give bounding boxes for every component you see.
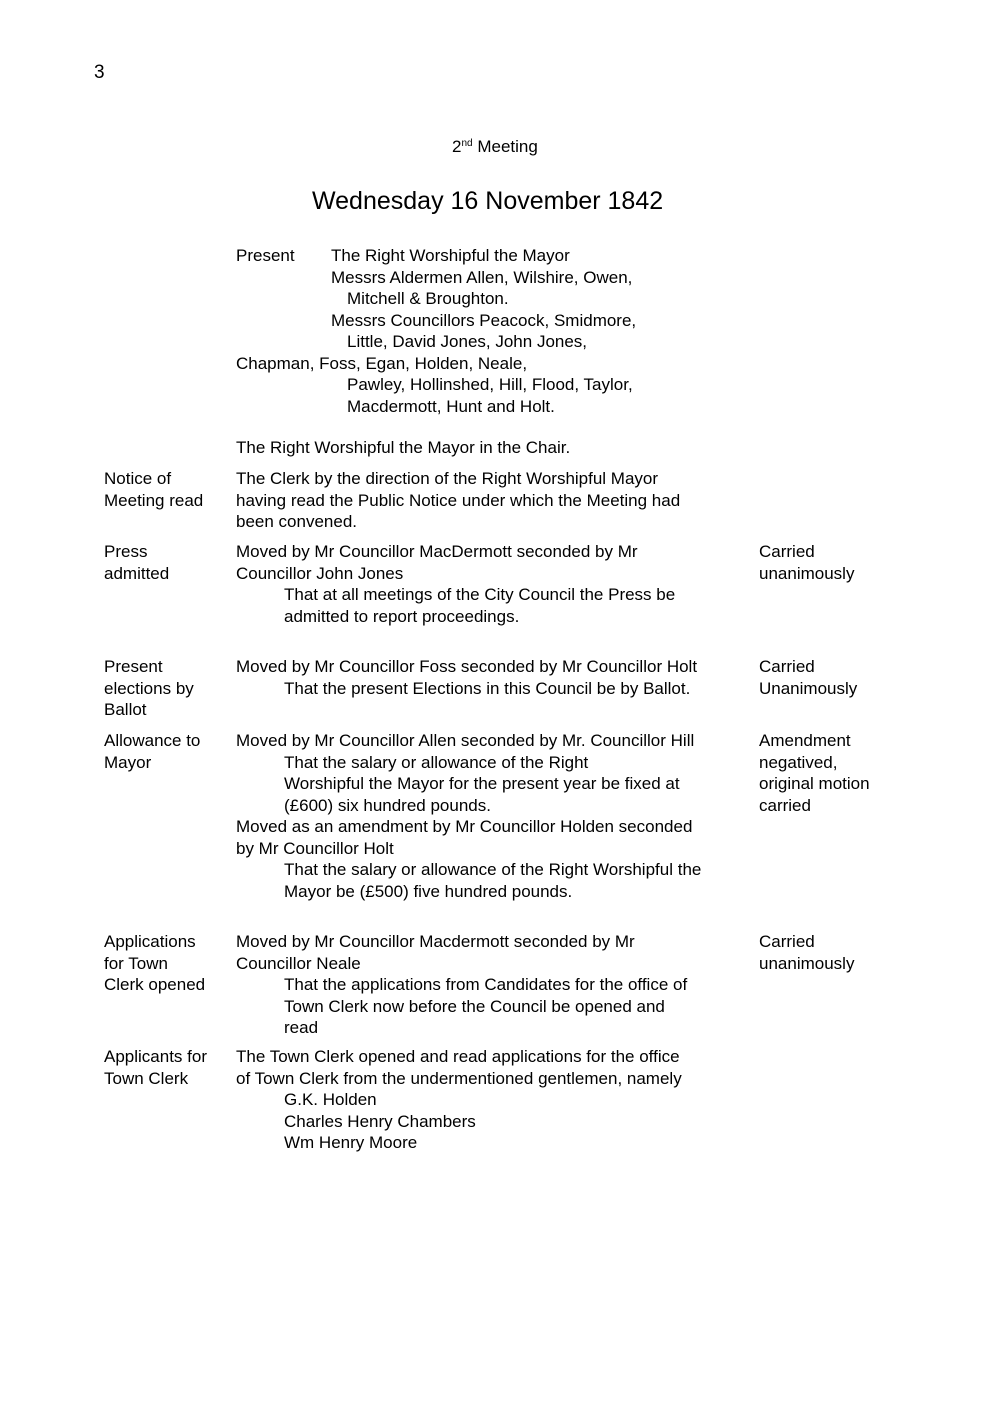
meeting-label: Meeting	[477, 137, 538, 156]
outcome-note: Carried Unanimously	[759, 657, 858, 698]
margin-note: Applicants for Town Clerk	[104, 1047, 207, 1088]
meeting-ordinal: 2	[452, 137, 462, 156]
outcome-note: Amendment negatived, original motion carried	[759, 731, 870, 815]
present-line: Messrs Aldermen Allen, Wilshire, Owen,	[331, 267, 633, 287]
meeting-date: Wednesday 16 November 1842	[312, 187, 664, 215]
page-number: 3	[94, 62, 105, 83]
present-line: Macdermott, Hunt and Holt.	[347, 396, 555, 416]
chair-statement: The Right Worshipful the Mayor in the Chair.	[236, 438, 571, 457]
present-line: Mitchell & Broughton.	[347, 289, 509, 308]
minute-text: Moved by Mr Councillor Macdermott seconded by Mr Councillor Neale That the applications from Candidates for the office of Town Clerk now before the Council be opened and read	[236, 932, 688, 1037]
margin-note: Press admitted	[104, 542, 170, 583]
meeting-heading	[452, 137, 538, 157]
margin-note: Allowance to Mayor	[104, 731, 201, 772]
minute-text: Moved by Mr Councillor Allen seconded by Mr. Councillor Hill That the salary or allowance of the Right Worshipful the Mayor for the present year be fixed at (£600) six hundred pounds. Moved as an amendment by Mr Councillor Holden seconded by Mr Councillor Holt That the salary or allowance of the Right Worshipful the Mayor be (£500) five hundred pounds.	[236, 731, 702, 901]
minute-text: The Town Clerk opened and read applications for the office of Town Clerk from the undermentioned gentlemen, namely G.K. Holden Charles Henry Chambers Wm Henry Moore	[236, 1047, 682, 1152]
outcome-note: Carried unanimously	[759, 932, 855, 973]
applicant-name: Wm Henry Moore	[284, 1133, 418, 1152]
present-line: Chapman, Foss, Egan, Holden, Neale,	[236, 353, 528, 373]
present-line: Present The Right Worshipful the Mayor	[236, 246, 570, 265]
margin-note: Present elections by Ballot	[104, 657, 194, 719]
present-line: Little, David Jones, John Jones,	[347, 332, 588, 351]
present-label: Present	[236, 246, 295, 265]
present-line: Messrs Councillors Peacock, Smidmore,	[331, 310, 637, 330]
minute-text: The Clerk by the direction of the Right Worshipful Mayor having read the Public Notice under which the Meeting had been convened.	[236, 469, 681, 531]
margin-note: Notice of Meeting read	[104, 469, 204, 510]
margin-note: Applications for Town Clerk opened	[104, 932, 206, 994]
minute-text: Moved by Mr Councillor MacDermott seconded by Mr Councillor John Jones That at all meetings of the City Council the Press be admitted to report proceedings.	[236, 542, 676, 626]
meeting-ordinal-suffix: nd	[461, 138, 473, 149]
applicant-name: Charles Henry Chambers	[284, 1111, 476, 1131]
minute-text: Moved by Mr Councillor Foss seconded by Mr Councillor Holt That the present Elections in this Council be by Ballot.	[236, 657, 698, 698]
present-line: Pawley, Hollinshed, Hill, Flood, Taylor,	[347, 375, 633, 394]
present-block	[236, 245, 636, 417]
outcome-note: Carried unanimously	[759, 542, 855, 583]
applicant-name: G.K. Holden	[284, 1090, 377, 1109]
